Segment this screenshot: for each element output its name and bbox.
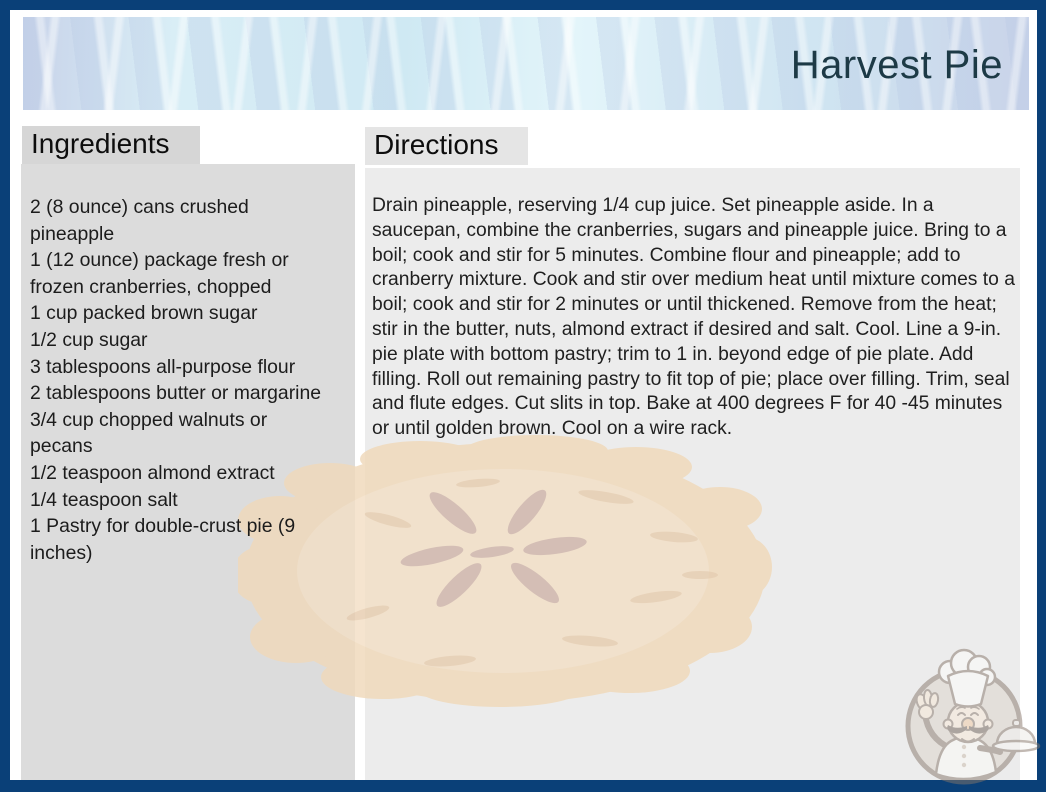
directions-heading-box	[365, 127, 528, 165]
ingredients-list	[30, 194, 334, 566]
directions-heading: Directions	[374, 129, 499, 160]
ingredient-item: 1/4 teaspoon salt	[30, 488, 178, 511]
page-title: Harvest Pie	[790, 43, 1003, 87]
ingredient-item: 1/2 teaspoon almond extract	[30, 461, 275, 484]
recipe-page	[10, 10, 1037, 780]
directions-text: Drain pineapple, reserving 1/4 cup juice. Set pineapple aside. In a saucepan, combine the cranberries, sugars and pineapple juice. Bring to a boil; cook and stir for 5 minutes. Combine flour and pineapple; add to cranberry mixture. Cook and stir over medium heat until mixture comes to a boil; cook and stir for 2 minutes or until thickened. Remove from the heat; stir in the butter, nuts, almond extract if desired and salt. Cool. Line a 9-in. pie plate with bottom pastry; trim to 1 in. beyond edge of pie plate. Add filling. Roll out remaining pastry to fit top of pie; place over filling. Trim, seal and flute edges. Cut slits in top. Bake at 400 degrees F for 40 -45 minutes or until golden brown. Cool on a wire rack.	[372, 195, 1015, 440]
ingredient-item: 2 (8 ounce) cans crushed pineapple	[30, 196, 249, 245]
ingredient-item: 2 tablespoons butter or margarine	[30, 382, 322, 405]
ingredient-item: 1 cup packed brown sugar	[30, 302, 258, 325]
ingredient-item: 1/2 cup sugar	[30, 328, 148, 351]
ingredients-heading-box	[22, 126, 200, 164]
ingredient-item: 3 tablespoons all-purpose flour	[30, 355, 296, 378]
chef-logo-icon	[898, 640, 1043, 788]
ingredient-item: 1 Pastry for double-crust pie (9 inches)	[30, 515, 296, 564]
ingredient-item: 1 (12 ounce) package fresh or frozen cranberries, chopped	[30, 249, 289, 298]
header-band	[23, 17, 1029, 110]
ingredients-heading: Ingredients	[31, 128, 170, 159]
ingredient-item: 3/4 cup chopped walnuts or pecans	[30, 408, 268, 458]
